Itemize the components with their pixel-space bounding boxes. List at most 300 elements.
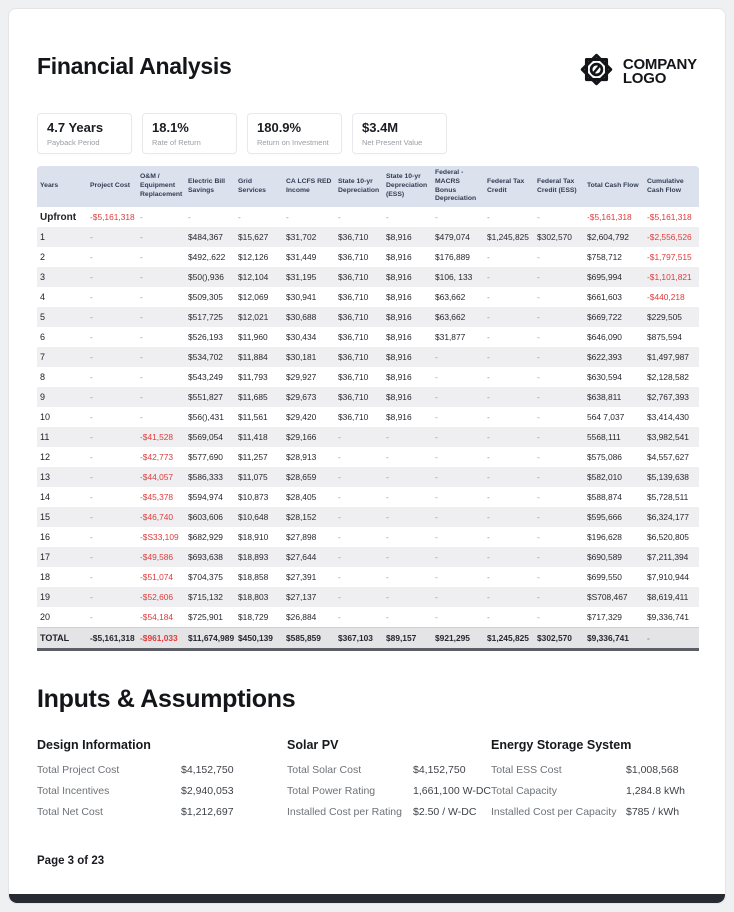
table-cell: - [487,272,490,283]
table-cell: $1,497,987 [647,352,689,363]
table-cell: - [140,352,143,363]
metric-value: 180.9% [257,120,302,135]
table-cell: $582,010 [587,472,622,483]
metric-label: Payback Period [47,138,100,147]
column-header: Project Cost [87,166,137,207]
table-cell: $29,927 [286,372,317,383]
table-cell: - [90,252,93,263]
table-cell: $28,913 [286,452,317,463]
table-cell: - [537,612,540,623]
table-cell: $31,449 [286,252,317,263]
table-cell: $29,166 [286,432,317,443]
table-cell: - [386,472,389,483]
input-row [491,764,697,785]
column-header: Cumulative Cash Flow [644,166,699,207]
table-cell: $15,627 [238,232,269,243]
table-cell: - [90,532,93,543]
table-cell: $669,722 [587,312,622,323]
table-cell: - [386,532,389,543]
table-cell: - [338,572,341,583]
table-row [37,347,699,367]
input-row [287,785,491,806]
table-cell: $6,520,805 [647,532,689,543]
input-label: Total ESS Cost [491,763,562,776]
table-cell: -$5,161,318 [90,212,135,223]
row-year-label: 3 [40,272,46,283]
table-cell: $56(),431 [188,412,224,423]
table-cell: $2,767,393 [647,392,689,403]
table-cell: - [90,552,93,563]
table-cell: $682,929 [188,532,223,543]
row-year-label: 6 [40,332,46,343]
input-label: Total Power Rating [287,784,376,797]
table-cell: - [537,592,540,603]
footer-accent-bar [9,894,725,903]
table-cell: - [90,592,93,603]
table-cell: $484,367 [188,232,223,243]
table-cell: - [140,232,143,243]
table-row [37,487,699,507]
table-cell: - [537,472,540,483]
table-cell: - [435,372,438,383]
table-cell: - [537,252,540,263]
table-cell: $11,561 [238,412,268,423]
table-cell: -$440,218 [647,292,685,303]
table-cell: $28,405 [286,492,317,503]
table-cell: $31,877 [435,332,466,343]
table-cell: $12,104 [238,272,269,283]
table-row [37,327,699,347]
table-cell: $S708,467 [587,592,628,603]
row-year-label: 7 [40,352,46,363]
table-cell: $8,916 [386,392,412,403]
column-header: Years [37,166,87,207]
table-cell: - [487,552,490,563]
column-header: State 10-yr Depreciation (ESS) [383,166,432,207]
table-header [37,166,699,207]
table-cell: $27,391 [286,572,317,583]
table-cell: $18,803 [238,592,269,603]
input-row [491,806,697,827]
table-cell: $30,181 [286,352,317,363]
table-cell: $9,336,741 [587,632,629,643]
table-cell: $450,139 [238,632,273,643]
table-cell: $661,603 [587,292,622,303]
table-cell: $302,570 [537,232,572,243]
column-header: Federal -MACRS Bonus Depreciation [432,166,484,207]
table-cell: -$1,101,821 [647,272,692,283]
table-cell: - [487,352,490,363]
table-cell: $595,666 [587,512,622,523]
table-cell: - [386,432,389,443]
table-cell: 564 7,037 [587,412,625,423]
table-cell: $8,916 [386,312,412,323]
table-cell: - [487,292,490,303]
table-cell: $638,811 [587,392,622,403]
table-cell: - [90,272,93,283]
table-cell: -$S33,109 [140,532,179,543]
input-row [37,785,287,806]
table-cell: $27,644 [286,552,317,563]
table-cell: $551,827 [188,392,223,403]
input-row [491,785,697,806]
table-cell: - [338,432,341,443]
table-cell: $11,257 [238,452,268,463]
input-value: $4,152,750 [181,763,234,776]
table-cell: $8,916 [386,332,412,343]
table-cell: $10,873 [238,492,269,503]
table-cell: - [487,492,490,503]
table-cell: - [90,292,93,303]
page-number: Page 3 of 23 [37,855,105,867]
table-cell: - [90,512,93,523]
table-cell: $18,729 [238,612,269,623]
table-cell: - [435,592,438,603]
table-cell: -$51,074 [140,572,174,583]
column-header: O&M / Equipment Replacement [137,166,185,207]
table-cell: -$2,556,526 [647,232,692,243]
table-cell: - [537,352,540,363]
table-cell: $106, 133 [435,272,473,283]
table-row [37,567,699,587]
table-cell: $28,659 [286,472,317,483]
table-cell: - [90,392,93,403]
report-page [8,8,726,904]
table-cell: - [386,512,389,523]
column-header: CA LCFS RED Income [283,166,335,207]
table-row [37,247,699,267]
table-row [37,467,699,487]
table-cell: $36,710 [338,292,369,303]
row-year-label: 4 [40,292,46,303]
table-cell: - [90,492,93,503]
table-cell: $5,728,511 [647,492,689,503]
table-cell: $89,157 [386,632,417,643]
input-label: Installed Cost per Capacity [491,805,617,818]
table-cell: - [90,232,93,243]
table-cell: - [386,592,389,603]
table-cell: $196,628 [587,532,622,543]
table-cell: $8,916 [386,372,412,383]
metric-cards [37,113,697,154]
table-cell: - [140,412,143,423]
column-header: Electric Bill Savings [185,166,235,207]
table-cell: $695,994 [587,272,622,283]
table-cell: - [487,452,490,463]
design-information-column [37,738,287,827]
table-cell: $11,674,989 [188,632,235,643]
table-cell: - [537,332,540,343]
table-cell: - [435,552,438,563]
table-cell: $29,420 [286,412,317,423]
table-cell: - [140,272,143,283]
input-label: Total Project Cost [37,763,120,776]
table-cell: -$54,184 [140,612,174,623]
column-header: Total Cash Flow [584,166,644,207]
table-cell: - [487,472,490,483]
table-cell: $176,889 [435,252,470,263]
table-cell: - [435,352,438,363]
page-title: Financial Analysis [37,53,232,79]
table-cell: - [537,292,540,303]
table-cell: - [435,392,438,403]
table-row [37,507,699,527]
table-cell: - [487,332,490,343]
row-year-label: 18 [40,572,51,583]
table-cell: $646,090 [587,332,622,343]
column-header: Grid Services [235,166,283,207]
table-cell: $1,245,825 [487,632,529,643]
table-cell: $29,673 [286,392,317,403]
table-cell: $30,688 [286,312,317,323]
table-cell: -$961,033 [140,632,178,643]
table-cell: - [537,372,540,383]
column-header: Federal Tax Credit [484,166,534,207]
table-cell: $36,710 [338,272,369,283]
page-header [37,53,697,93]
table-cell: -$42,773 [140,452,174,463]
metric-value: $3.4M [362,120,399,135]
table-cell: $18,858 [238,572,269,583]
table-cell: $569,054 [188,432,223,443]
table-cell: $36,710 [338,252,369,263]
table-cell: - [537,212,540,223]
table-cell: $31,195 [286,272,317,283]
table-cell: $36,710 [338,332,369,343]
table-cell: $594,974 [188,492,223,503]
table-cell: $492,.622 [188,252,226,263]
table-cell: - [537,492,540,503]
table-cell: $585,859 [286,632,321,643]
table-cell: - [90,432,93,443]
table-cell: $63,662 [435,312,466,323]
table-cell: - [487,252,490,263]
column-header: State 10-yr Depreciation [335,166,383,207]
logo-seal-icon [578,51,615,93]
row-year-label: 8 [40,372,46,383]
energy-storage-title: Energy Storage System [491,737,632,752]
column-header: Federal Tax Credit (ESS) [534,166,584,207]
table-cell: $715,132 [188,592,223,603]
table-cell: $11,793 [238,372,268,383]
table-row [37,607,699,627]
input-row [37,764,287,785]
table-cell: - [537,312,540,323]
table-cell: - [435,412,438,423]
table-cell: $229,505 [647,312,682,323]
table-cell: - [487,592,490,603]
table-cell: $31,702 [286,232,317,243]
input-label: Total Capacity [491,784,557,797]
table-cell: - [537,512,540,523]
input-value: $785 / kWh [626,805,680,818]
table-cell: $9,336,741 [647,612,689,623]
table-cell: - [487,532,490,543]
table-cell: - [338,552,341,563]
table-cell: $3,982,541 [647,432,689,443]
table-row [37,367,699,387]
table-cell: -$52,606 [140,592,174,603]
input-value: $2.50 / W-DC [413,805,477,818]
table-cell: - [338,532,341,543]
table-cell: $921,295 [435,632,470,643]
table-cell: $36,710 [338,372,369,383]
table-cell: -$46,740 [140,512,174,523]
table-cell: - [90,612,93,623]
table-cell: - [90,332,93,343]
table-cell: - [90,572,93,583]
table-cell: $534,702 [188,352,223,363]
table-cell: - [487,512,490,523]
table-cell: $7,910,944 [647,572,689,583]
table-cell: - [140,332,143,343]
table-cell: -$41,528 [140,432,174,443]
table-cell: - [647,632,650,643]
table-cell: $1,245,825 [487,232,529,243]
table-row [37,447,699,467]
row-year-label: 12 [40,452,51,463]
table-cell: - [537,452,540,463]
metric-payback-period [37,113,132,154]
table-cell: - [487,372,490,383]
input-value: 1,661,100 W-DC [412,784,491,797]
table-row [37,407,699,427]
table-cell: - [140,312,143,323]
logo-text: COMPANY LOGO [622,55,697,87]
table-cell: $63,662 [435,292,466,303]
metric-rate-of-return [142,113,237,154]
table-cell: - [90,312,93,323]
table-cell: - [435,452,438,463]
table-cell: - [386,492,389,503]
metric-label: Return on Investment [257,138,329,147]
metric-label: Rate of Return [152,138,201,147]
table-cell: $302,570 [537,632,572,643]
table-cell: $8,916 [386,232,412,243]
table-cell: - [140,372,143,383]
table-cell: - [435,432,438,443]
input-row [37,806,287,827]
table-cell: - [238,212,241,223]
table-cell: -$45,378 [140,492,174,503]
table-cell: $10,648 [238,512,269,523]
table-cell: $28,152 [286,512,317,523]
table-cell: - [435,512,438,523]
table-cell: $12,021 [238,312,269,323]
table-row [37,207,699,227]
input-row [287,764,491,785]
row-year-label: 2 [40,252,46,263]
table-cell: $12,069 [238,292,269,303]
table-row [37,287,699,307]
table-cell: $3,414,430 [647,412,689,423]
table-cell: - [487,432,490,443]
inputs-section-title: Inputs & Assumptions [37,684,296,713]
row-year-label: 16 [40,532,51,543]
table-cell: $622,393 [587,352,622,363]
table-cell: - [188,212,191,223]
table-cell: - [386,552,389,563]
table-cell: $27,137 [286,592,317,603]
table-cell: $704,375 [188,572,223,583]
table-cell: $875,594 [647,332,682,343]
table-cell: $30,941 [286,292,317,303]
table-cell: - [487,572,490,583]
table-cell: - [537,392,540,403]
metric-value: 18.1% [152,120,189,135]
table-cell: - [338,512,341,523]
table-cell: $603,606 [188,512,223,523]
table-cell: $575,086 [587,452,622,463]
row-year-label: 14 [40,492,51,503]
table-cell: $758,712 [587,252,622,263]
input-value: $1,212,697 [181,805,234,818]
table-row [37,387,699,407]
table-cell: - [487,392,490,403]
row-year-label: 20 [40,612,51,623]
solar-pv-title: Solar PV [287,737,339,752]
input-label: Installed Cost per Rating [287,805,402,818]
table-cell: -$1,797,515 [647,252,692,263]
table-row [37,627,699,649]
table-cell: - [338,592,341,603]
table-cell: $367,103 [338,632,373,643]
table-cell: $11,418 [238,432,268,443]
table-cell: $577,690 [188,452,223,463]
cash-flow-table [37,166,699,651]
table-cell: - [140,252,143,263]
input-value: $1,008,568 [626,763,679,776]
table-row [37,227,699,247]
table-cell: $26,884 [286,612,317,623]
table-cell: $50(),936 [188,272,224,283]
table-cell: - [537,532,540,543]
table-row [37,547,699,567]
table-cell: $479,074 [435,232,470,243]
table-cell: $30,434 [286,332,317,343]
table-cell: - [338,492,341,503]
table-cell: -$5,161,318 [90,632,135,643]
table-cell: $11,685 [238,392,268,403]
table-cell: $11,960 [238,332,268,343]
table-cell: $517,725 [188,312,223,323]
table-cell: - [386,212,389,223]
table-cell: $8,916 [386,412,412,423]
input-value: $2,940,053 [181,784,234,797]
table-cell: $8,916 [386,292,412,303]
row-year-label: TOTAL [40,632,70,643]
table-row [37,267,699,287]
table-cell: $526,193 [188,332,223,343]
design-information-title: Design Information [37,737,151,752]
input-value: $4,152,750 [413,763,466,776]
energy-storage-column [491,738,697,827]
table-row [37,587,699,607]
input-value: 1,284.8 kWh [626,784,685,797]
table-cell: - [90,372,93,383]
table-cell: $36,710 [338,352,369,363]
row-year-label: 19 [40,592,51,603]
table-cell: - [487,312,490,323]
table-cell: - [537,552,540,563]
table-row [37,427,699,447]
table-cell: - [537,432,540,443]
table-cell: $8,916 [386,352,412,363]
row-year-label: 5 [40,312,46,323]
table-cell: $630,594 [587,372,622,383]
table-cell: $2,604,792 [587,232,629,243]
table-cell: $8,916 [386,252,412,263]
